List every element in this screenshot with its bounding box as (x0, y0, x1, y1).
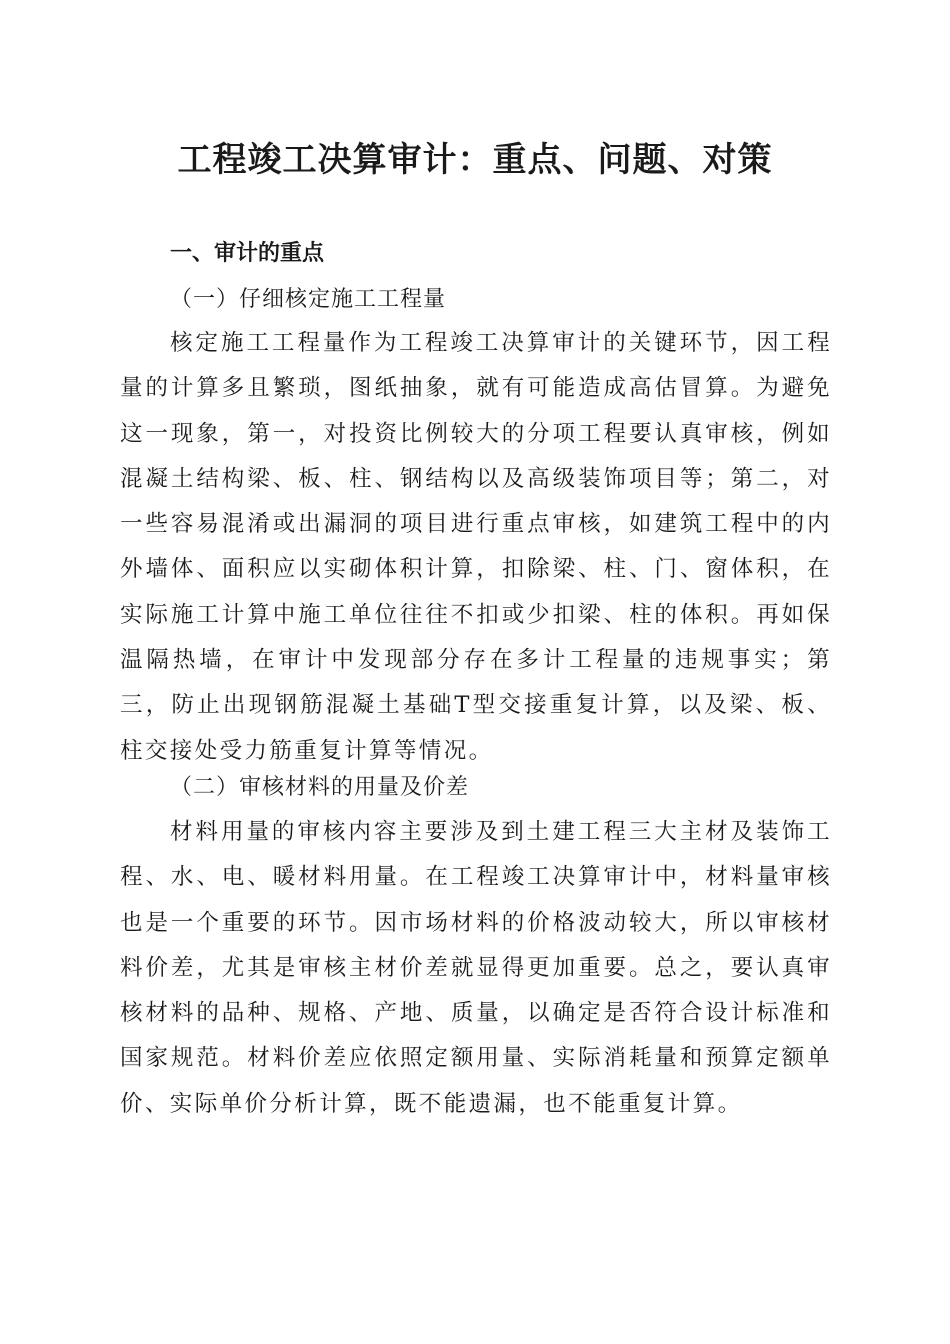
paragraph-workload: 核定施工工程量作为工程竣工决算审计的关键环节，因工程量的计算多且繁琐，图纸抽象，就有可能造成高估冒算。为避免这一现象，第一，对投资比例较大的分项工程要认真审核，例如混凝土结构梁、板、柱、钢结构以及高级装饰项目等；第二，对一些容易混淆或出漏洞的项目进行重点审核，如建筑工程中的内外墙体、面积应以实砌体积计算，扣除梁、柱、门、窗体积，在实际施工计算中施工单位往往不扣或少扣梁、柱的体积。再如保温隔热墙，在审计中发现部分存在多计工程量的违规事实；第三，防止出现钢筋混凝土基础T型交接重复计算，以及梁、板、柱交接处受力筋重复计算等情况。 (120, 330, 832, 764)
subsection-heading-workload: （一）仔细核定施工工程量 (170, 287, 447, 312)
section-heading-audit-focus: 一、审计的重点 (170, 241, 325, 266)
subsection-heading-materials: （二）审核材料的用量及价差 (170, 775, 470, 800)
document-title: 工程竣工决算审计：重点、问题、对策 (177, 140, 773, 180)
paragraph-materials: 材料用量的审核内容主要涉及到土建工程三大主材及装饰工程、水、电、暖材料用量。在工程竣工决算审计中，材料量审核也是一个重要的环节。因市场材料的价格波动较大，所以审核材料价差，尤其是审核主材价差就显得更加重要。总之，要认真审核材料的品种、规格、产地、质量，以确定是否符合设计标准和国家规范。材料价差应依照定额用量、实际消耗量和预算定额单价、实际单价分析计算，既不能遗漏，也不能重复计算。 (120, 819, 832, 1117)
